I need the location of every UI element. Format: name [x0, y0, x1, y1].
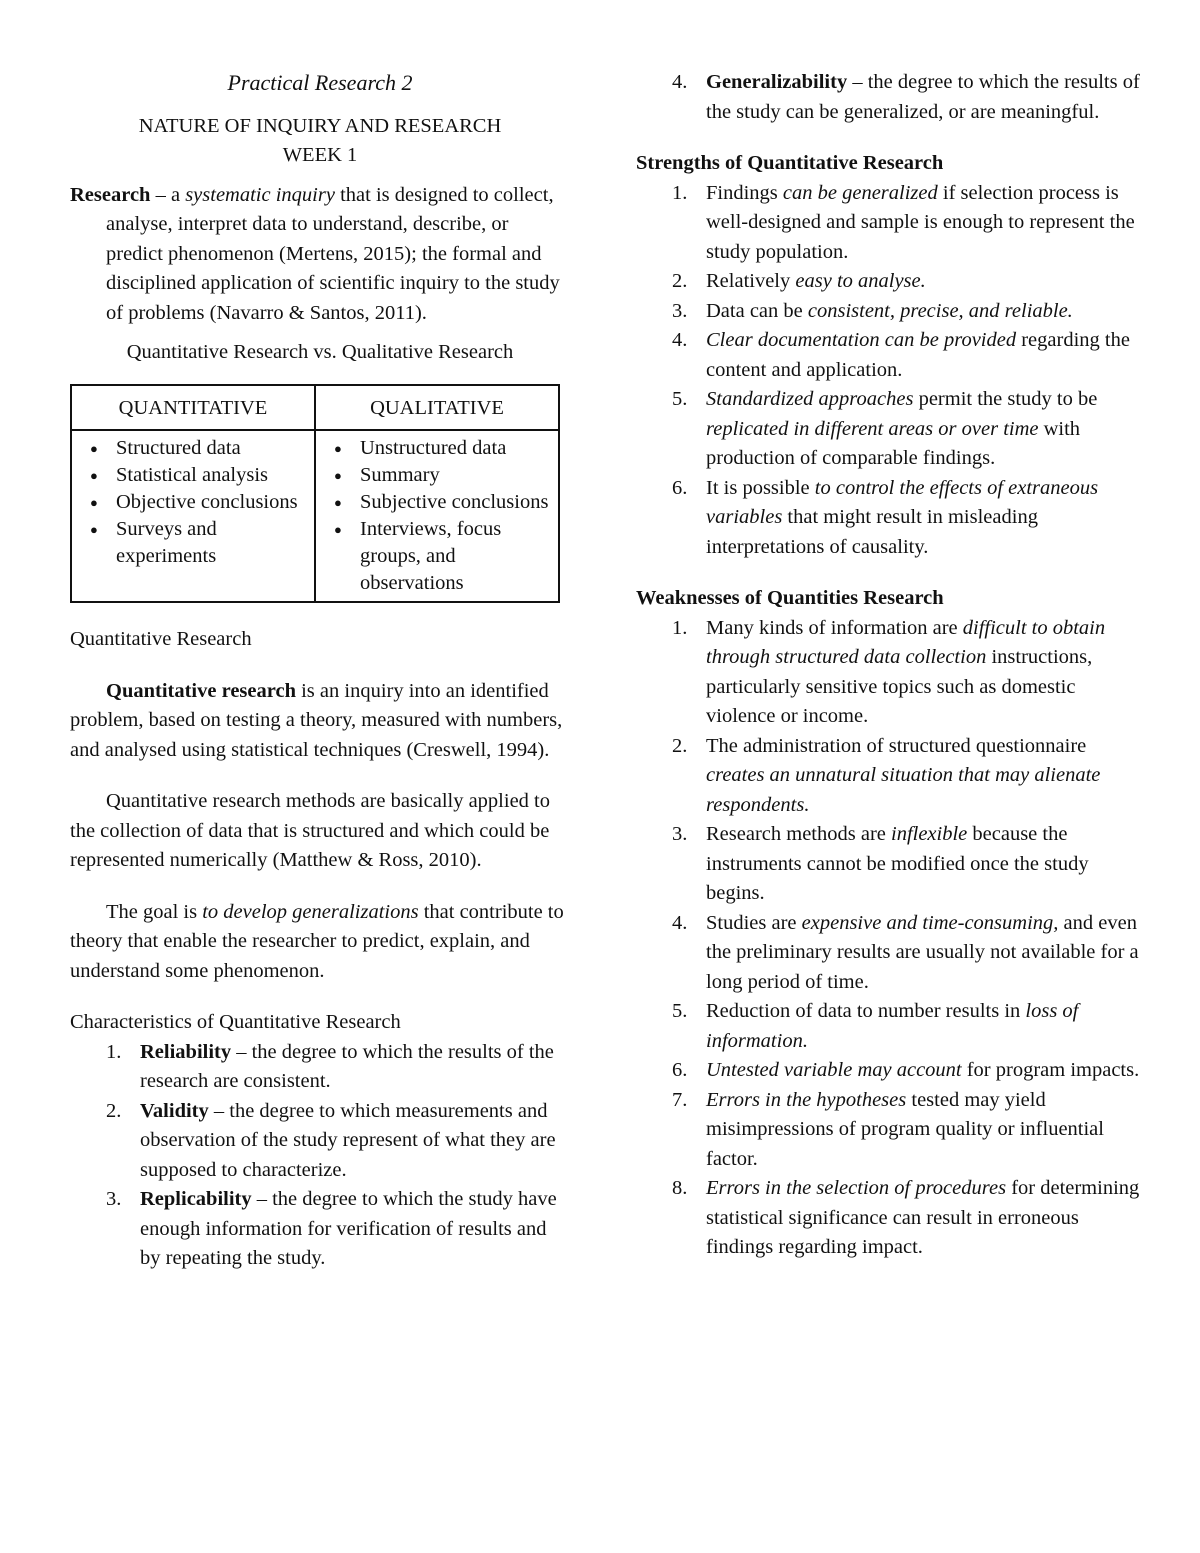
list-item: ● Summary	[326, 462, 552, 489]
qualitative-cell	[315, 430, 559, 602]
list-item: ● Objective conclusions	[82, 489, 308, 516]
characteristics-heading: Characteristics of Quantitative Research	[70, 1011, 401, 1033]
list-item: 3. Research methods are inflexible because the instruments cannot be modified once the study begins.	[672, 823, 1089, 904]
table-header-quantitative: QUANTITATIVE	[71, 385, 315, 431]
list-item: 2. Relatively easy to analyse.	[672, 270, 926, 292]
list-item: 1. Many kinds of information are difficult to obtain through structured data collection instructions, particularly sensitive topics such as domestic violence or income.	[672, 616, 1106, 727]
list-item: 4. Studies are expensive and time-consuming, and even the preliminary results are usually not available for a long period of time.	[672, 911, 1139, 993]
topic-title: NATURE OF INQUIRY AND RESEARCH	[138, 114, 502, 137]
comparison-caption: Quantitative Research vs. Qualitative Research	[126, 341, 514, 363]
list-item: 6. Untested variable may account for program impacts.	[672, 1059, 1140, 1081]
strengths-heading: Strengths of Quantitative Research	[636, 152, 944, 174]
list-item: 1. Findings can be generalized if selection process is well-designed and sample is enough to represent the study population.	[672, 181, 1135, 263]
quantitative-list	[82, 435, 308, 570]
characteristics-list	[70, 1038, 570, 1274]
list-item: 5. Reduction of data to number results in loss of information.	[672, 1000, 1079, 1052]
list-item: ● Statistical analysis	[82, 462, 308, 489]
quantitative-cell	[71, 430, 315, 602]
list-item: ● Interviews, focus groups, and observations	[326, 516, 552, 597]
list-item: 3. Data can be consistent, precise, and reliable.	[672, 299, 1073, 322]
weaknesses-list	[636, 614, 1146, 1263]
list-item: 2. Validity – the degree to which measurements and observation of the study represent of what they are supposed to characterize.	[106, 1099, 556, 1181]
strengths-list	[636, 179, 1146, 563]
list-item: ● Unstructured data	[326, 435, 552, 462]
right-column	[636, 68, 1146, 1263]
week-label: WEEK 1	[282, 144, 358, 166]
list-item: ● Structured data	[82, 435, 308, 462]
quant-heading: Quantitative Research	[70, 628, 252, 650]
weaknesses-heading: Weaknesses of Quantities Research	[636, 587, 944, 609]
list-item: 2. The administration of structured questionnaire creates an unnatural situation that may alienate respondents.	[672, 734, 1101, 816]
list-item: ● Surveys and experiments	[82, 516, 308, 570]
list-item: ● Subjective conclusions	[326, 489, 552, 516]
list-item: 3. Replicability – the degree to which the study have enough information for verification of results and by repeating the study.	[106, 1188, 557, 1269]
research-definition: Research – a systematic inquiry that is designed to collect, analyse, interpret data to understand, describe, or predict phenomenon (Mertens, 2015); the formal and disciplined application of scientific inquiry to the study of problems (Navarro & Santos, 2011).	[70, 183, 560, 324]
left-column	[70, 68, 570, 1274]
table-header-qualitative: QUALITATIVE	[315, 385, 559, 431]
table-row	[71, 430, 559, 602]
list-item: 4. Clear documentation can be provided regarding the content and application.	[672, 329, 1130, 381]
course-title: Practical Research 2	[227, 70, 413, 95]
characteristics-list-continued	[636, 68, 1146, 127]
list-item: 1. Reliability – the degree to which the results of the research are consistent.	[106, 1040, 554, 1092]
comparison-table	[70, 384, 560, 604]
quant-paragraph-3: The goal is to develop generalizations that contribute to theory that enable the researcher to predict, explain, and understand some phenomenon.	[70, 900, 564, 982]
quant-paragraph-2: Quantitative research methods are basically applied to the collection of data that is structured and which could be represented numerically (Matthew & Ross, 2010).	[70, 790, 550, 871]
definition-term: Research	[70, 183, 151, 206]
list-item: 8. Errors in the selection of procedures for determining statistical significance can result in erroneous findings regarding impact.	[672, 1177, 1140, 1258]
definition-emphasis: systematic inquiry	[185, 183, 335, 206]
qualitative-list	[326, 435, 552, 597]
quant-paragraph-1: Quantitative research is an inquiry into an identified problem, based on testing a theory, measured with numbers, and analysed using statistical techniques (Creswell, 1994).	[70, 679, 563, 761]
list-item: 7. Errors in the hypotheses tested may yield misimpressions of program quality or influential factor.	[672, 1088, 1104, 1170]
list-item: 6. It is possible to control the effects of extraneous variables that might result in misleading interpretations of causality.	[672, 476, 1099, 558]
list-item: 4. Generalizability – the degree to which the results of the study can be generalized, or are meaningful.	[672, 71, 1140, 123]
table-header-row	[71, 385, 559, 431]
list-item: 5. Standardized approaches permit the study to be replicated in different areas or over time with production of comparable findings.	[672, 388, 1098, 469]
